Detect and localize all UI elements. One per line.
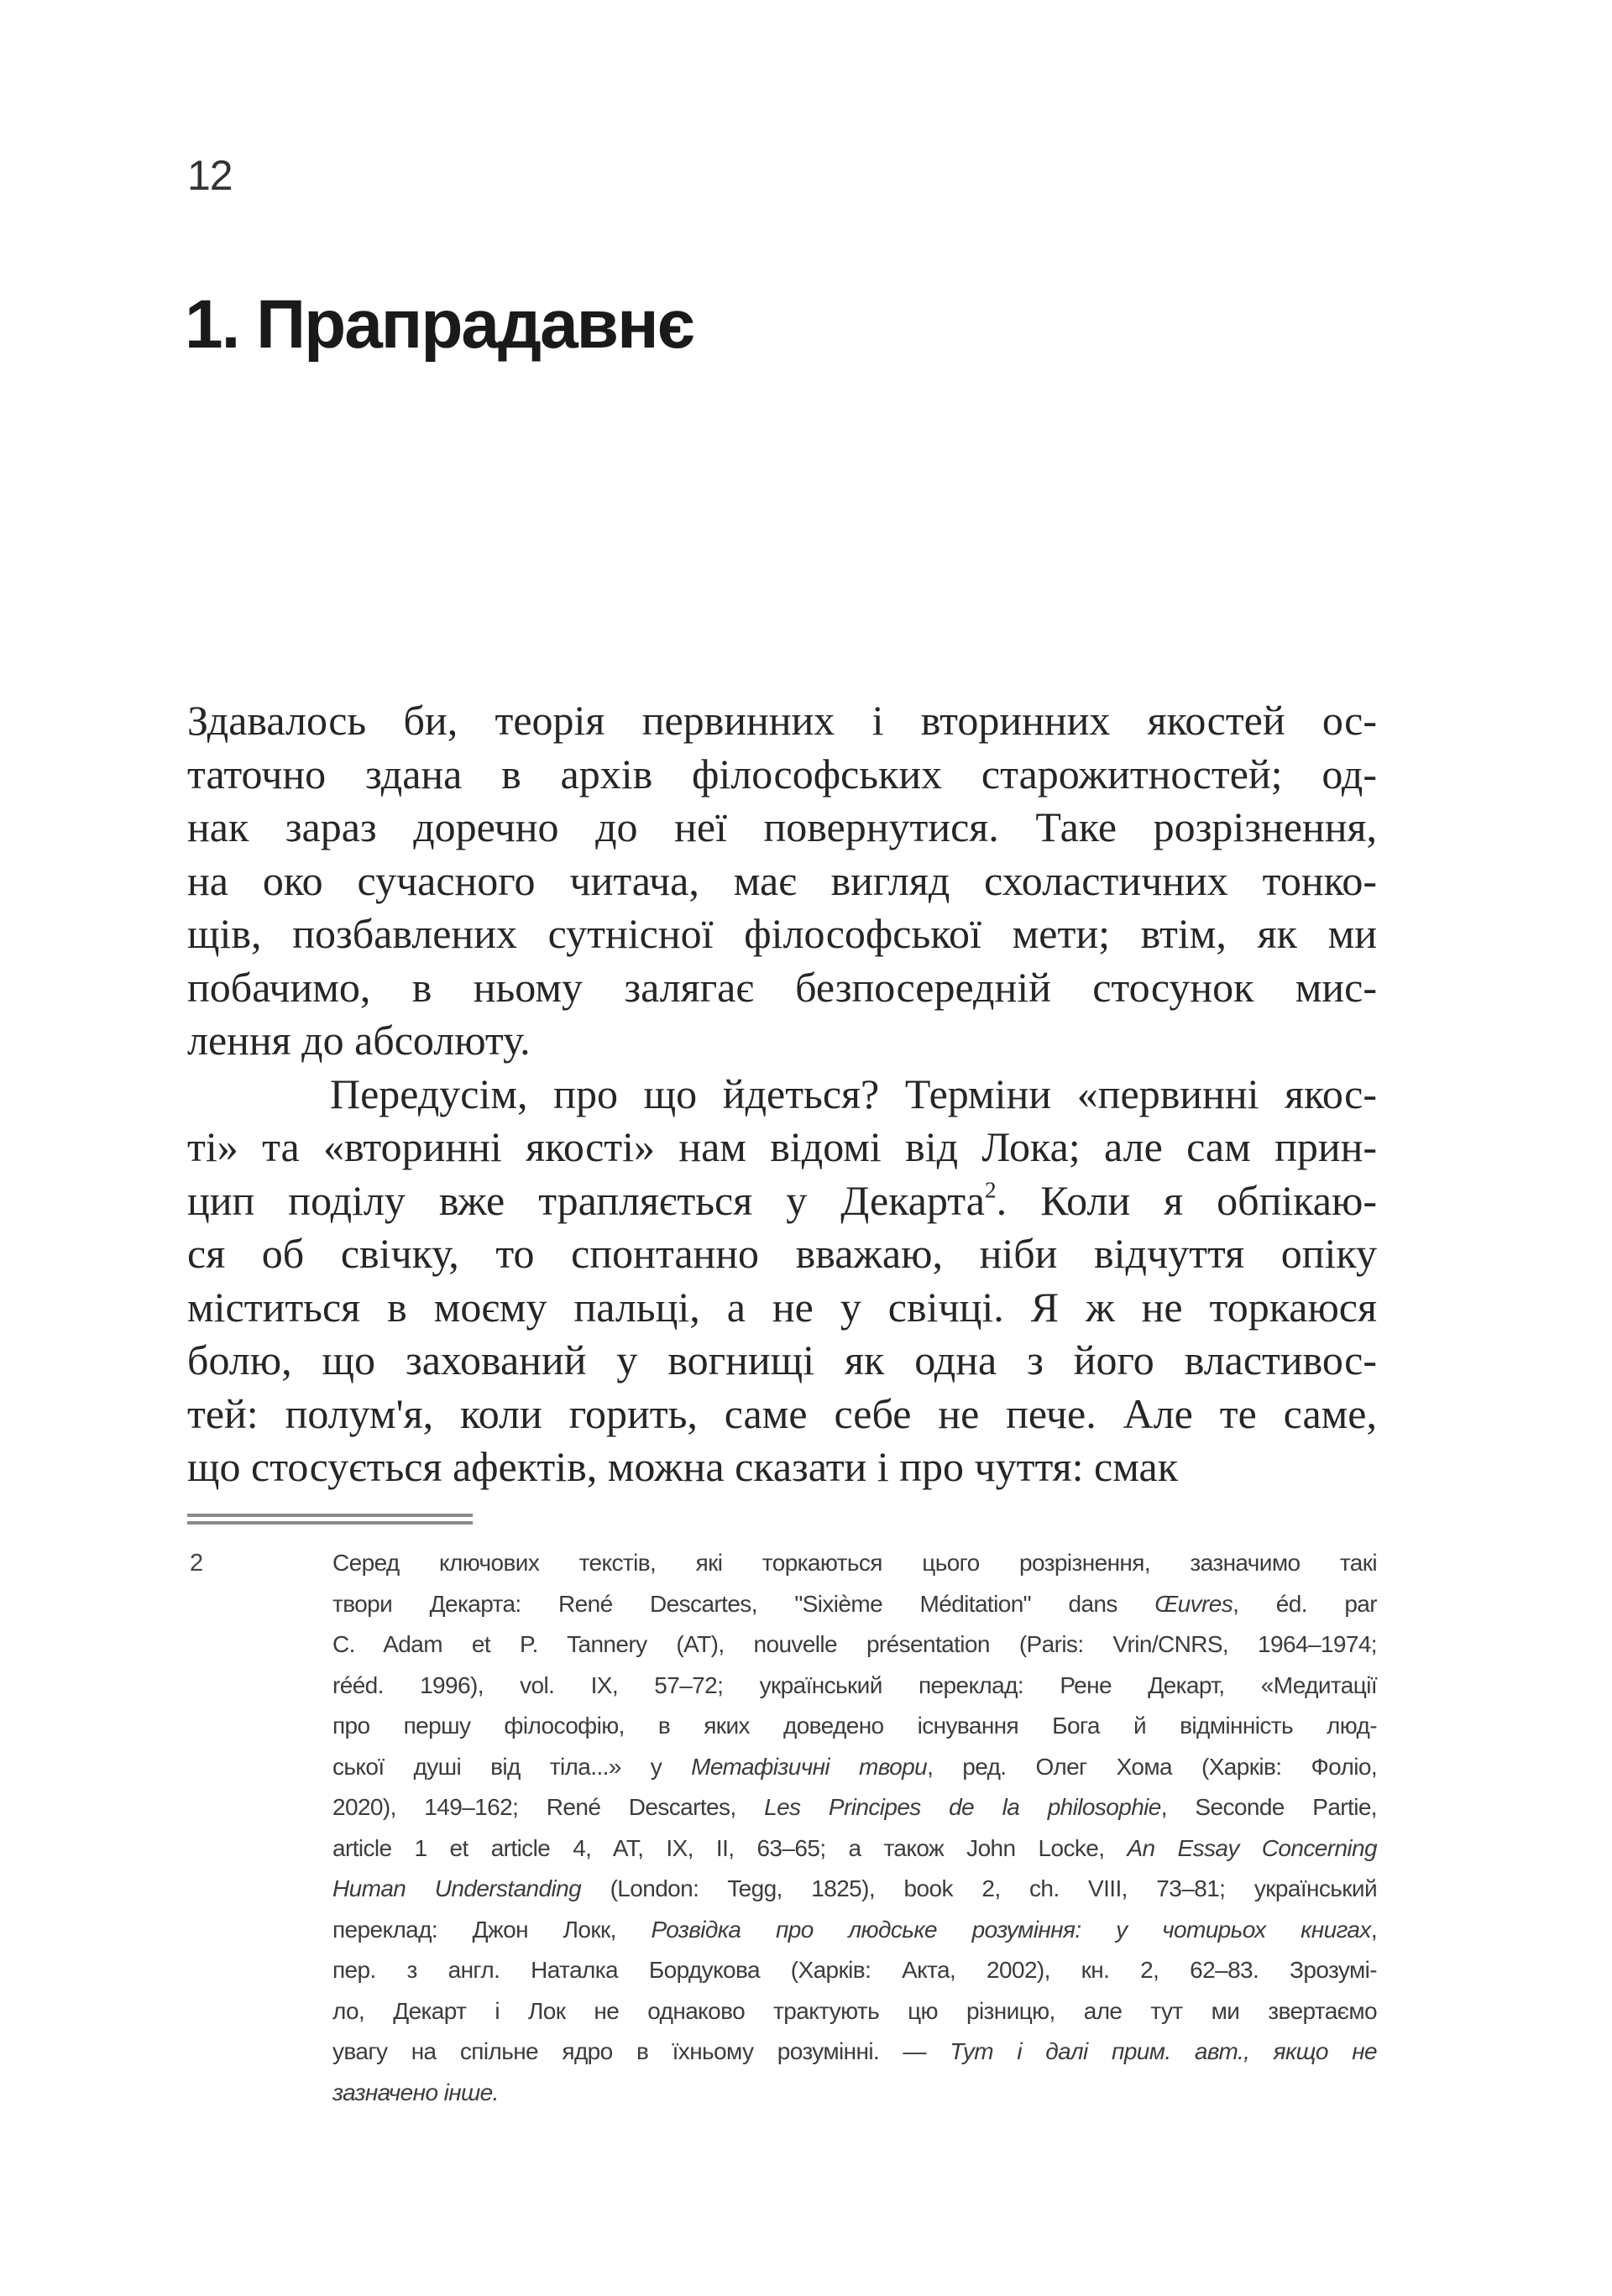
text-segment: щів, позбавлених сутнісної філософської мети; втім, як ми bbox=[187, 910, 1377, 957]
text-segment: таточно здана в архів філософських старожитностей; од- bbox=[187, 750, 1377, 798]
text-segment: про першу філософію, в яких доведено існування Бога й відмінність люд- bbox=[332, 1713, 1377, 1739]
body-line bbox=[187, 855, 1377, 908]
footnote-line bbox=[332, 1706, 1377, 1747]
body-text bbox=[187, 694, 1377, 1494]
italic-text: зазначено інше. bbox=[332, 2079, 499, 2105]
body-line bbox=[187, 1388, 1377, 1441]
italic-text: Розвідка про людське розуміння: у чотирьох книгах bbox=[651, 1916, 1371, 1943]
italic-text: Œuvres bbox=[1154, 1590, 1233, 1617]
text-segment: ті» та «вторинні якості» нам відомі від Лока; але сам прин- bbox=[187, 1123, 1377, 1170]
text-segment: , bbox=[1370, 1916, 1377, 1943]
text-segment: переклад: Джон Локк, bbox=[332, 1916, 652, 1943]
body-line bbox=[187, 748, 1377, 802]
text-segment: ської душі від тіла...» у bbox=[332, 1753, 692, 1780]
text-segment: увагу на спільне ядро в їхньому розумінні. — bbox=[332, 2038, 950, 2064]
footnote-reference[interactable]: 2 bbox=[984, 1175, 997, 1202]
body-line bbox=[187, 1334, 1377, 1388]
text-segment: цип поділу вже трапляється у Декарта bbox=[187, 1176, 985, 1224]
body-line bbox=[187, 961, 1377, 1015]
chapter-title: 1. Прапрадавнє bbox=[185, 286, 693, 363]
text-segment: болю, що захований у вогнищі як одна з його властивос- bbox=[187, 1336, 1377, 1383]
footnote-line bbox=[332, 1747, 1377, 1788]
footnote-line bbox=[332, 1910, 1377, 1951]
body-line bbox=[187, 1441, 1377, 1494]
italic-text: Les Principes de la philosophie bbox=[764, 1794, 1161, 1820]
text-segment: rééd. 1996), vol. IX, 57–72; український переклад: Рене Декарт, «Медитації bbox=[332, 1671, 1377, 1698]
text-segment: побачимо, в ньому залягає безпосередній стосунок мис- bbox=[187, 963, 1377, 1011]
body-line bbox=[187, 694, 1377, 748]
body-line bbox=[187, 1121, 1377, 1174]
italic-text: Human Understanding bbox=[332, 1875, 582, 1901]
text-segment: Здавалось би, теорія первинних і вторинних якостей ос- bbox=[187, 697, 1377, 744]
footnote-line bbox=[332, 1787, 1377, 1828]
text-segment: міститься в моєму пальці, а не у свічці. Я ж не торкаюся bbox=[187, 1283, 1377, 1331]
text-segment: Передусім, про що йдеться? Терміни «первинні якос- bbox=[330, 1070, 1377, 1117]
italic-text: Метафізичні твори bbox=[691, 1753, 928, 1780]
text-segment: лення до абсолюту. bbox=[187, 1017, 531, 1064]
body-line bbox=[187, 1174, 1377, 1228]
body-line bbox=[187, 1068, 1377, 1122]
text-segment: (London: Tegg, 1825), book 2, ch. VIII, 73–81; український bbox=[581, 1875, 1377, 1901]
italic-text: Тут і далі прим. авт., якщо не bbox=[950, 2038, 1377, 2064]
footnote-text bbox=[332, 1543, 1377, 2113]
footnote-line bbox=[332, 1869, 1377, 1910]
text-segment: article 1 et article 4, AT, IX, II, 63–65; а також John Locke, bbox=[332, 1834, 1128, 1861]
footnote-line bbox=[332, 1666, 1377, 1707]
page-number: 12 bbox=[187, 152, 233, 199]
text-segment: , ред. Олег Хома (Харків: Фоліо, bbox=[927, 1753, 1378, 1780]
text-segment: 2020), 149–162; René Descartes, bbox=[332, 1794, 765, 1820]
text-segment: твори Декарта: René Descartes, "Sixième Méditation" dans bbox=[332, 1590, 1155, 1617]
footnote-line bbox=[332, 1828, 1377, 1870]
footnote-line bbox=[332, 1950, 1377, 1991]
text-segment: Серед ключових текстів, які торкаються цього розрізнення, зазначимо такі bbox=[332, 1550, 1377, 1576]
footnote-line bbox=[332, 2073, 1377, 2114]
footnote-line bbox=[332, 1543, 1377, 1584]
footnote-line bbox=[332, 1991, 1377, 2032]
text-segment: ло, Декарт і Лок не однаково трактують цю різницю, але тут ми звертаємо bbox=[332, 1997, 1377, 2024]
text-segment: C. Adam et P. Tannery (AT), nouvelle présentation (Paris: Vrin/CNRS, 1964–1974; bbox=[332, 1631, 1377, 1657]
text-segment: , éd. par bbox=[1233, 1590, 1377, 1617]
text-segment: ся об свічку, то спонтанно вважаю, ніби відчуття опіку bbox=[187, 1230, 1377, 1277]
text-segment: що стосується афектів, можна сказати і про чуття: смак bbox=[187, 1443, 1179, 1490]
body-line bbox=[187, 1014, 1377, 1068]
text-segment: , Seconde Partie, bbox=[1160, 1794, 1377, 1820]
body-line bbox=[187, 801, 1377, 855]
body-line bbox=[187, 1227, 1377, 1281]
italic-text: An Essay Concerning bbox=[1127, 1834, 1377, 1861]
body-line bbox=[187, 907, 1377, 961]
footnote-separator bbox=[187, 1514, 473, 1525]
footnote-line bbox=[332, 2032, 1377, 2073]
text-segment: тей: полум'я, коли горить, саме себе не пече. Але те саме, bbox=[187, 1389, 1377, 1437]
body-line bbox=[187, 1281, 1377, 1335]
text-segment: на око сучасного читача, має вигляд схоластичних тонко- bbox=[187, 856, 1377, 904]
text-segment: нак зараз доречно до неї повернутися. Таке розрізнення, bbox=[187, 803, 1377, 850]
text-segment: пер. з англ. Наталка Бордукова (Харків: Акта, 2002), кн. 2, 62–83. Зрозумі- bbox=[332, 1957, 1377, 1983]
footnote-line bbox=[332, 1584, 1377, 1625]
text-segment: . Коли я обпікаю- bbox=[996, 1176, 1377, 1224]
footnote-line bbox=[332, 1624, 1377, 1666]
footnote-number: 2 bbox=[190, 1550, 204, 1577]
